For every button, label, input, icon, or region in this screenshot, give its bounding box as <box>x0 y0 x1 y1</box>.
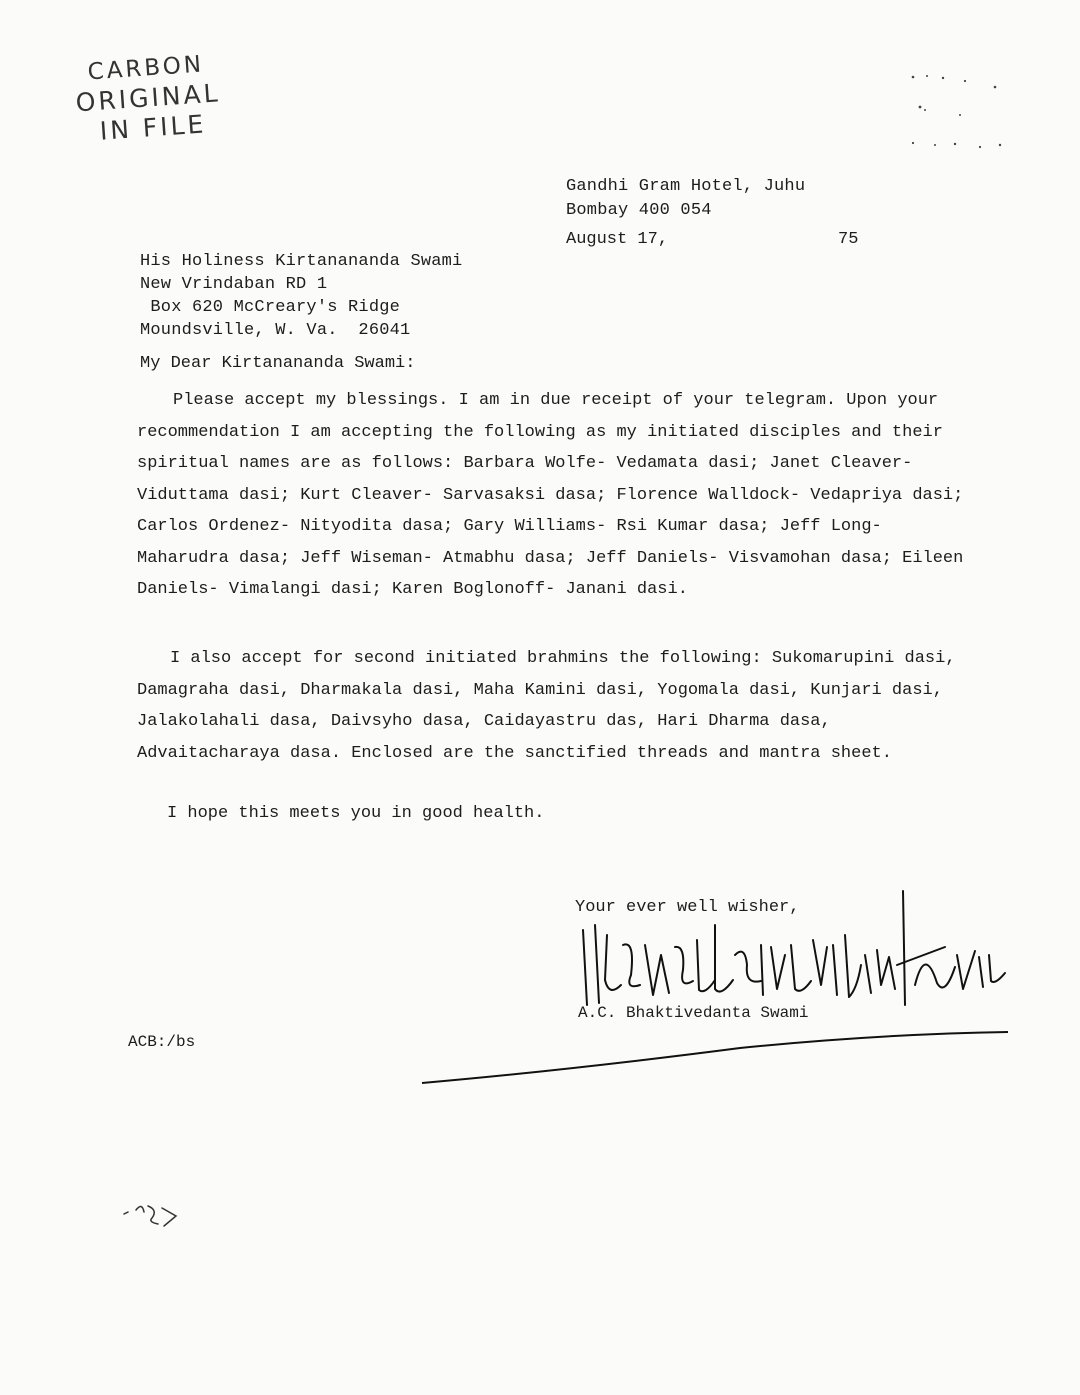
recipient-line-1: His Holiness Kirtanananda Swami <box>140 252 463 271</box>
closing-line: Your ever well wisher, <box>575 898 800 917</box>
sender-line-1: Gandhi Gram Hotel, Juhu <box>566 177 806 196</box>
stamp-line-in-file: IN FILE <box>98 109 208 146</box>
signer-name: A.C. Bhaktivedanta Swami <box>578 1004 809 1022</box>
body-paragraph-3: I hope this meets you in good health. <box>167 804 545 823</box>
stamp-line-carbon: CARBON <box>86 51 205 86</box>
signature-underline <box>420 1028 1010 1088</box>
corner-speckle-marks <box>905 65 1015 155</box>
stamp-line-original: ORIGINAL <box>74 78 222 118</box>
recipient-line-4: Moundsville, W. Va. 26041 <box>140 321 411 340</box>
sender-line-2: Bombay 400 054 <box>566 201 712 220</box>
recipient-line-2: New Vrindaban RD 1 <box>140 275 328 294</box>
carbon-original-stamp <box>65 49 241 156</box>
reference-initials: ACB:/bs <box>128 1033 196 1051</box>
letter-year: 75 <box>838 230 859 249</box>
recipient-address <box>140 250 462 342</box>
body-paragraph-2: I also accept for second initiated brahmins the following: Sukomarupini dasi, Damagraha dasi, Dharmakala dasi, Maha Kamini dasi, Yogomala dasi, Kunjari dasi, Jalakolahali dasa, Daivsyho dasa, Caidayastru das, Hari Dharma dasa, Advaitacharaya dasa. Enclosed are the sanctified threads and mantra sheet. <box>137 649 956 763</box>
margin-scribble-mark <box>118 1192 188 1232</box>
salutation: My Dear Kirtanananda Swami: <box>140 354 416 373</box>
sender-address <box>566 175 805 223</box>
body-paragraph-1: Please accept my blessings. I am in due receipt of your telegram. Upon your recommendation I am accepting the following as my initiated disciples and their spiritual names are as follows: Barbara Wolfe- Vedamata dasi; Janet Cleaver- Viduttama dasi; Kurt Cleaver- Sarvasaksi dasa; Florence Walldock- Vedapriya dasi; Carlos Ordenez- Nityodita dasa; Gary Williams- Rsi Kumar dasa; Jeff Long- Maharudra dasa; Jeff Wiseman- Atmabhu dasa; Jeff Daniels- Visvamohan dasa; Eileen Daniels- Vimalangi dasi; Karen Boglonoff- Janani dasi. <box>137 391 964 599</box>
recipient-line-3: Box 620 McCreary's Ridge <box>140 298 401 317</box>
letter-date: August 17, <box>566 230 669 249</box>
handwritten-signature <box>565 885 1015 1015</box>
